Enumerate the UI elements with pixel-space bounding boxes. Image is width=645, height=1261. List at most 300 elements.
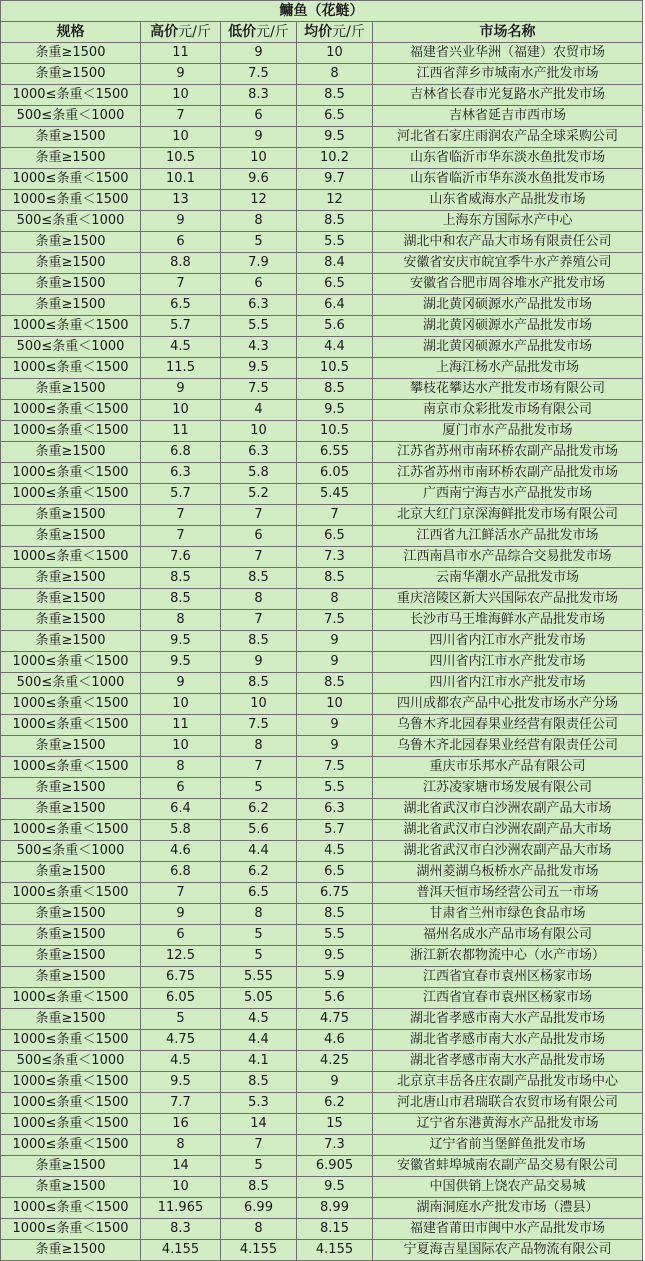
cell-low-price: 6.5 — [221, 883, 297, 904]
cell-low-price: 8.5 — [221, 631, 297, 652]
cell-low-price: 10 — [221, 421, 297, 442]
cell-market: 湖北黄冈硕源水产品批发市场 — [373, 295, 643, 316]
table-row — [1, 295, 643, 316]
cell-market: 山东省临沂市华东淡水鱼批发市场 — [373, 169, 643, 190]
cell-low-price: 7.5 — [221, 379, 297, 400]
cell-low-price: 4 — [221, 400, 297, 421]
cell-avg-price: 4.5 — [297, 841, 373, 862]
cell-low-price: 5 — [221, 232, 297, 253]
cell-spec: 1000≤条重＜1500 — [1, 421, 141, 442]
cell-spec: 条重≥1500 — [1, 904, 141, 925]
cell-low-price: 8.5 — [221, 568, 297, 589]
cell-low-price: 8.5 — [221, 1072, 297, 1093]
cell-avg-price: 4.155 — [297, 1240, 373, 1261]
cell-market: 北京京丰岳各庄农副产品批发市场中心 — [373, 1072, 643, 1093]
cell-avg-price: 6.2 — [297, 1093, 373, 1114]
header-row — [1, 22, 643, 43]
cell-high-price: 4.5 — [141, 337, 221, 358]
table-row — [1, 589, 643, 610]
cell-avg-price: 8.5 — [297, 568, 373, 589]
cell-market: 湖北省孝感市南大水产品批发市场 — [373, 1030, 643, 1051]
cell-market: 江苏凌家塘市场发展有限公司 — [373, 778, 643, 799]
table-row — [1, 1009, 643, 1030]
cell-spec: 1000≤条重＜1500 — [1, 1219, 141, 1240]
cell-low-price: 4.1 — [221, 1051, 297, 1072]
cell-high-price: 7 — [141, 505, 221, 526]
cell-low-price: 7 — [221, 1135, 297, 1156]
cell-low-price: 4.4 — [221, 1030, 297, 1051]
cell-avg-price: 6.905 — [297, 1156, 373, 1177]
cell-spec: 1000≤条重＜1500 — [1, 484, 141, 505]
table-row — [1, 652, 643, 673]
cell-spec: 1000≤条重＜1500 — [1, 757, 141, 778]
cell-high-price: 10.1 — [141, 169, 221, 190]
cell-low-price: 4.3 — [221, 337, 297, 358]
table-row — [1, 400, 643, 421]
cell-market: 山东省临沂市华东淡水鱼批发市场 — [373, 148, 643, 169]
cell-spec: 1000≤条重＜1500 — [1, 694, 141, 715]
cell-market: 江西省九江鲜活水产品批发市场 — [373, 526, 643, 547]
cell-market: 四川省内江市水产批发市场 — [373, 673, 643, 694]
table-row — [1, 169, 643, 190]
header-high-label: 高价 — [150, 24, 179, 40]
cell-avg-price: 4.6 — [297, 1030, 373, 1051]
cell-avg-price: 7.5 — [297, 757, 373, 778]
cell-spec: 1000≤条重＜1500 — [1, 85, 141, 106]
cell-high-price: 8 — [141, 757, 221, 778]
table-row — [1, 43, 643, 64]
table-row — [1, 610, 643, 631]
cell-avg-price: 6.5 — [297, 106, 373, 127]
cell-low-price: 9 — [221, 43, 297, 64]
cell-spec: 条重≥1500 — [1, 862, 141, 883]
header-low-label: 低价 — [228, 24, 257, 40]
cell-market: 四川成都农产品中心批发市场水产分场 — [373, 694, 643, 715]
cell-high-price: 7 — [141, 526, 221, 547]
cell-spec: 1000≤条重＜1500 — [1, 1030, 141, 1051]
cell-high-price: 8 — [141, 1135, 221, 1156]
table-row — [1, 673, 643, 694]
cell-high-price: 8.5 — [141, 568, 221, 589]
cell-high-price: 4.6 — [141, 841, 221, 862]
cell-high-price: 10 — [141, 127, 221, 148]
cell-spec: 条重≥1500 — [1, 43, 141, 64]
cell-market: 湖北黄冈硕源水产品批发市场 — [373, 316, 643, 337]
table-row — [1, 1177, 643, 1198]
cell-spec: 1000≤条重＜1500 — [1, 1198, 141, 1219]
table-row — [1, 925, 643, 946]
table-row — [1, 106, 643, 127]
cell-spec: 条重≥1500 — [1, 568, 141, 589]
cell-high-price: 10 — [141, 694, 221, 715]
cell-low-price: 5.6 — [221, 820, 297, 841]
cell-high-price: 6.8 — [141, 442, 221, 463]
cell-spec: 1000≤条重＜1500 — [1, 652, 141, 673]
cell-avg-price: 5.45 — [297, 484, 373, 505]
cell-high-price: 11 — [141, 421, 221, 442]
cell-low-price: 9 — [221, 127, 297, 148]
cell-high-price: 8.8 — [141, 253, 221, 274]
cell-spec: 条重≥1500 — [1, 148, 141, 169]
cell-low-price: 5.05 — [221, 988, 297, 1009]
cell-avg-price: 9.5 — [297, 400, 373, 421]
cell-high-price: 9.5 — [141, 631, 221, 652]
cell-market: 江西南昌市水产品综合交易批发市场 — [373, 547, 643, 568]
cell-spec: 条重≥1500 — [1, 64, 141, 85]
cell-market: 南京市众彩批发市场有限公司 — [373, 400, 643, 421]
cell-spec: 1000≤条重＜1500 — [1, 988, 141, 1009]
cell-market: 湖北省武汉市白沙洲农副产品大市场 — [373, 799, 643, 820]
cell-spec: 1000≤条重＜1500 — [1, 715, 141, 736]
cell-low-price: 8 — [221, 211, 297, 232]
cell-spec: 500≤条重＜1000 — [1, 337, 141, 358]
cell-spec: 条重≥1500 — [1, 526, 141, 547]
cell-high-price: 16 — [141, 1114, 221, 1135]
cell-low-price: 6 — [221, 526, 297, 547]
table-row — [1, 358, 643, 379]
cell-avg-price: 9 — [297, 715, 373, 736]
cell-high-price: 9 — [141, 673, 221, 694]
table-row — [1, 757, 643, 778]
header-low-price — [221, 22, 297, 43]
cell-high-price: 9 — [141, 379, 221, 400]
cell-market: 福建省兴业华洲（福建）农贸市场 — [373, 43, 643, 64]
header-low-unit: 元/斤 — [256, 24, 289, 40]
table-row — [1, 820, 643, 841]
cell-low-price: 7.5 — [221, 64, 297, 85]
cell-low-price: 5.8 — [221, 463, 297, 484]
cell-low-price: 9 — [221, 652, 297, 673]
cell-avg-price: 15 — [297, 1114, 373, 1135]
header-high-unit: 元/斤 — [178, 24, 211, 40]
cell-low-price: 6.99 — [221, 1198, 297, 1219]
cell-spec: 1000≤条重＜1500 — [1, 883, 141, 904]
cell-low-price: 7 — [221, 610, 297, 631]
table-row — [1, 736, 643, 757]
cell-avg-price: 8 — [297, 64, 373, 85]
cell-low-price: 5 — [221, 925, 297, 946]
cell-market: 普洱天恒市场经营公司五一市场 — [373, 883, 643, 904]
cell-high-price: 14 — [141, 1156, 221, 1177]
cell-spec: 条重≥1500 — [1, 589, 141, 610]
table-row — [1, 1135, 643, 1156]
cell-market: 江西省宜春市袁州区杨家市场 — [373, 967, 643, 988]
cell-avg-price: 5.5 — [297, 925, 373, 946]
cell-market: 湖南洞庭水产批发市场（澧县） — [373, 1198, 643, 1219]
cell-avg-price: 10 — [297, 43, 373, 64]
title-row — [1, 1, 643, 22]
table-row — [1, 568, 643, 589]
table-row — [1, 379, 643, 400]
table-row — [1, 547, 643, 568]
cell-high-price: 8 — [141, 610, 221, 631]
cell-avg-price: 5.6 — [297, 316, 373, 337]
cell-high-price: 9 — [141, 904, 221, 925]
table-row — [1, 904, 643, 925]
cell-high-price: 11.5 — [141, 358, 221, 379]
cell-low-price: 7.5 — [221, 715, 297, 736]
cell-market: 江苏省苏州市南环桥农副产品批发市场 — [373, 442, 643, 463]
cell-market: 吉林省长春市光复路水产批发市场 — [373, 85, 643, 106]
cell-high-price: 7 — [141, 883, 221, 904]
cell-avg-price: 8.5 — [297, 85, 373, 106]
cell-market: 江西省萍乡市城南水产批发市场 — [373, 64, 643, 85]
cell-avg-price: 10.5 — [297, 421, 373, 442]
table-row — [1, 232, 643, 253]
cell-avg-price: 7.3 — [297, 547, 373, 568]
cell-low-price: 8.3 — [221, 85, 297, 106]
cell-market: 中国供销上饶农产品交易城 — [373, 1177, 643, 1198]
cell-high-price: 6.5 — [141, 295, 221, 316]
cell-low-price: 6.3 — [221, 295, 297, 316]
cell-avg-price: 12 — [297, 190, 373, 211]
cell-low-price: 5.3 — [221, 1093, 297, 1114]
cell-high-price: 9.5 — [141, 652, 221, 673]
cell-market: 福建省莆田市闽中水产品批发市场 — [373, 1219, 643, 1240]
cell-avg-price: 8.5 — [297, 379, 373, 400]
cell-spec: 1000≤条重＜1500 — [1, 463, 141, 484]
cell-spec: 1000≤条重＜1500 — [1, 190, 141, 211]
header-avg-price — [297, 22, 373, 43]
cell-low-price: 6.3 — [221, 442, 297, 463]
cell-market: 湖北中和农产品大市场有限责任公司 — [373, 232, 643, 253]
table-row — [1, 190, 643, 211]
cell-high-price: 7.7 — [141, 1093, 221, 1114]
cell-low-price: 7 — [221, 505, 297, 526]
cell-market: 湖州菱湖乌板桥水产品批发市场 — [373, 862, 643, 883]
cell-market: 湖北省孝感市南大水产品批发市场 — [373, 1051, 643, 1072]
cell-low-price: 6.2 — [221, 862, 297, 883]
cell-market: 河北唐山市君瑞联合农贸市场有限公司 — [373, 1093, 643, 1114]
header-avg-unit: 元/斤 — [332, 24, 365, 40]
cell-high-price: 11 — [141, 715, 221, 736]
cell-avg-price: 6.5 — [297, 274, 373, 295]
cell-market: 江苏省苏州市南环桥农副产品批发市场 — [373, 463, 643, 484]
cell-avg-price: 6.05 — [297, 463, 373, 484]
cell-spec: 条重≥1500 — [1, 253, 141, 274]
cell-spec: 条重≥1500 — [1, 778, 141, 799]
cell-avg-price: 6.55 — [297, 442, 373, 463]
cell-market: 云南华潮水产品批发市场 — [373, 568, 643, 589]
table-row — [1, 148, 643, 169]
cell-spec: 500≤条重＜1000 — [1, 106, 141, 127]
cell-high-price: 11.965 — [141, 1198, 221, 1219]
cell-market: 安徽省蚌埠城南农副产品交易有限公司 — [373, 1156, 643, 1177]
table-row — [1, 442, 643, 463]
cell-market: 攀枝花攀达水产批发市场有限公司 — [373, 379, 643, 400]
table-row — [1, 631, 643, 652]
cell-avg-price: 9.5 — [297, 1177, 373, 1198]
cell-low-price: 4.5 — [221, 1009, 297, 1030]
cell-high-price: 9 — [141, 211, 221, 232]
cell-avg-price: 6.75 — [297, 883, 373, 904]
table-row — [1, 1219, 643, 1240]
cell-avg-price: 9.5 — [297, 127, 373, 148]
cell-spec: 500≤条重＜1000 — [1, 211, 141, 232]
cell-avg-price: 6.5 — [297, 862, 373, 883]
cell-spec: 1000≤条重＜1500 — [1, 1114, 141, 1135]
cell-spec: 条重≥1500 — [1, 799, 141, 820]
table-row — [1, 988, 643, 1009]
cell-high-price: 10.5 — [141, 148, 221, 169]
cell-market: 湖北省孝感市南大水产品批发市场 — [373, 1009, 643, 1030]
header-high-price — [141, 22, 221, 43]
table-row — [1, 1051, 643, 1072]
cell-avg-price: 10 — [297, 694, 373, 715]
cell-avg-price: 5.7 — [297, 820, 373, 841]
cell-avg-price: 6.3 — [297, 799, 373, 820]
header-avg-label: 均价 — [304, 24, 333, 40]
cell-spec: 1000≤条重＜1500 — [1, 1072, 141, 1093]
cell-avg-price: 5.5 — [297, 778, 373, 799]
cell-market: 宁夏海吉星国际农产品物流有限公司 — [373, 1240, 643, 1261]
cell-market: 江西省宜春市袁州区杨家市场 — [373, 988, 643, 1009]
cell-low-price: 9.6 — [221, 169, 297, 190]
cell-low-price: 8 — [221, 1219, 297, 1240]
cell-spec: 条重≥1500 — [1, 946, 141, 967]
cell-market: 长沙市马王堆海鲜水产品批发市场 — [373, 610, 643, 631]
cell-avg-price: 8.5 — [297, 211, 373, 232]
cell-low-price: 8 — [221, 904, 297, 925]
cell-low-price: 10 — [221, 694, 297, 715]
cell-high-price: 10 — [141, 400, 221, 421]
cell-spec: 500≤条重＜1000 — [1, 841, 141, 862]
cell-high-price: 7 — [141, 106, 221, 127]
cell-avg-price: 5.9 — [297, 967, 373, 988]
table-row — [1, 316, 643, 337]
cell-market: 甘肃省兰州市绿色食品市场 — [373, 904, 643, 925]
cell-avg-price: 9 — [297, 736, 373, 757]
cell-avg-price: 5.5 — [297, 232, 373, 253]
cell-market: 广西南宁海吉水产品批发市场 — [373, 484, 643, 505]
cell-spec: 1000≤条重＜1500 — [1, 1135, 141, 1156]
table-row — [1, 127, 643, 148]
cell-market: 安徽省安庆市皖宜季牛水产养殖公司 — [373, 253, 643, 274]
cell-low-price: 8 — [221, 736, 297, 757]
cell-spec: 1000≤条重＜1500 — [1, 316, 141, 337]
cell-spec: 条重≥1500 — [1, 1156, 141, 1177]
cell-avg-price: 8.99 — [297, 1198, 373, 1219]
cell-spec: 条重≥1500 — [1, 925, 141, 946]
cell-avg-price: 9 — [297, 652, 373, 673]
cell-high-price: 4.75 — [141, 1030, 221, 1051]
cell-avg-price: 5.6 — [297, 988, 373, 1009]
cell-high-price: 6.3 — [141, 463, 221, 484]
cell-spec: 1000≤条重＜1500 — [1, 400, 141, 421]
cell-low-price: 4.155 — [221, 1240, 297, 1261]
cell-spec: 条重≥1500 — [1, 295, 141, 316]
table-row — [1, 1030, 643, 1051]
cell-high-price: 6 — [141, 232, 221, 253]
cell-avg-price: 9.7 — [297, 169, 373, 190]
cell-high-price: 13 — [141, 190, 221, 211]
cell-spec: 1000≤条重＜1500 — [1, 358, 141, 379]
cell-market: 上海江杨水产品批发市场 — [373, 358, 643, 379]
table-row — [1, 463, 643, 484]
cell-avg-price: 4.75 — [297, 1009, 373, 1030]
cell-spec: 条重≥1500 — [1, 631, 141, 652]
table-row — [1, 274, 643, 295]
table-row — [1, 421, 643, 442]
cell-high-price: 5.7 — [141, 484, 221, 505]
cell-avg-price: 10.2 — [297, 148, 373, 169]
cell-spec: 1000≤条重＜1500 — [1, 169, 141, 190]
cell-high-price: 7 — [141, 274, 221, 295]
cell-high-price: 10 — [141, 736, 221, 757]
cell-spec: 条重≥1500 — [1, 127, 141, 148]
cell-market: 重庆市乐邦水产品有限公司 — [373, 757, 643, 778]
cell-low-price: 6 — [221, 274, 297, 295]
cell-high-price: 12.5 — [141, 946, 221, 967]
cell-low-price: 5 — [221, 1156, 297, 1177]
cell-high-price: 6.05 — [141, 988, 221, 1009]
cell-market: 福州名成水产品市场有限公司 — [373, 925, 643, 946]
cell-avg-price: 8.5 — [297, 904, 373, 925]
table-row — [1, 526, 643, 547]
cell-avg-price: 8.4 — [297, 253, 373, 274]
cell-market: 厦门市水产品批发市场 — [373, 421, 643, 442]
cell-high-price: 10 — [141, 85, 221, 106]
cell-low-price: 5 — [221, 946, 297, 967]
table-row — [1, 1093, 643, 1114]
cell-avg-price: 7.5 — [297, 610, 373, 631]
cell-high-price: 11 — [141, 43, 221, 64]
cell-spec: 1000≤条重＜1500 — [1, 547, 141, 568]
header-spec: 规格 — [1, 22, 141, 43]
cell-market: 四川省内江市水产批发市场 — [373, 652, 643, 673]
table-row — [1, 484, 643, 505]
cell-low-price: 9.5 — [221, 358, 297, 379]
cell-market: 河北省石家庄雨润农产品全球采购公司 — [373, 127, 643, 148]
cell-avg-price: 9.5 — [297, 946, 373, 967]
cell-market: 乌鲁木齐北园春果业经营有限责任公司 — [373, 715, 643, 736]
cell-low-price: 5.55 — [221, 967, 297, 988]
cell-high-price: 6 — [141, 925, 221, 946]
cell-high-price: 5.8 — [141, 820, 221, 841]
cell-low-price: 10 — [221, 148, 297, 169]
cell-market: 吉林省延吉市西市场 — [373, 106, 643, 127]
cell-market: 安徽省合肥市周谷堆水产批发市场 — [373, 274, 643, 295]
table-row — [1, 967, 643, 988]
cell-spec: 500≤条重＜1000 — [1, 673, 141, 694]
cell-spec: 条重≥1500 — [1, 505, 141, 526]
cell-market: 北京大红门京深海鲜批发市场有限公司 — [373, 505, 643, 526]
cell-spec: 条重≥1500 — [1, 379, 141, 400]
table-row — [1, 1114, 643, 1135]
table-row — [1, 337, 643, 358]
table-row — [1, 85, 643, 106]
cell-avg-price: 10.5 — [297, 358, 373, 379]
cell-avg-price: 8 — [297, 589, 373, 610]
table-title: 鳙鱼（花鲢） — [1, 1, 643, 22]
table-row — [1, 694, 643, 715]
cell-low-price: 8 — [221, 589, 297, 610]
table-row — [1, 778, 643, 799]
cell-avg-price: 4.4 — [297, 337, 373, 358]
table-row — [1, 1072, 643, 1093]
table-row — [1, 211, 643, 232]
cell-spec: 条重≥1500 — [1, 442, 141, 463]
header-market: 市场名称 — [373, 22, 643, 43]
table-row — [1, 799, 643, 820]
cell-avg-price: 6.5 — [297, 526, 373, 547]
cell-low-price: 5.2 — [221, 484, 297, 505]
table-row — [1, 946, 643, 967]
table-row — [1, 253, 643, 274]
cell-market: 乌鲁木齐北园春果业经营有限责任公司 — [373, 736, 643, 757]
cell-market: 湖北省武汉市白沙洲农副产品大市场 — [373, 841, 643, 862]
cell-spec: 条重≥1500 — [1, 1177, 141, 1198]
